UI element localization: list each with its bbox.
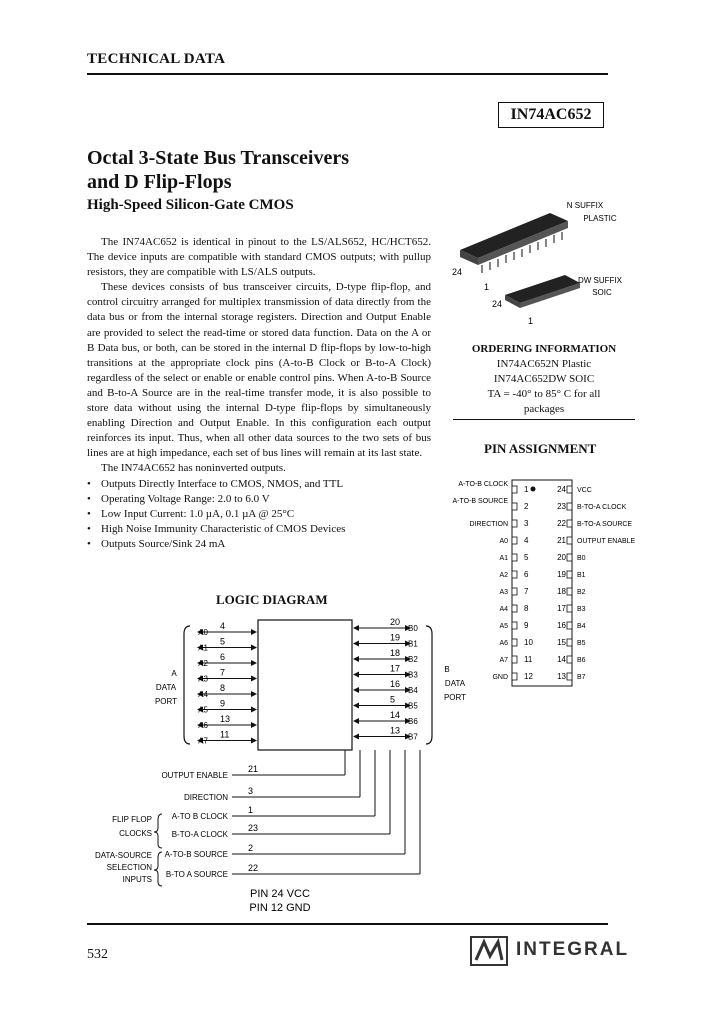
pin-label: B6 (577, 657, 586, 664)
b-bus-line (354, 710, 418, 726)
a-bus-line (198, 714, 256, 730)
pin-label: B-TO-A CLOCK (577, 504, 627, 511)
header-label: TECHNICAL DATA (87, 51, 226, 67)
pin-label: B3 (577, 606, 586, 613)
pin-box (567, 605, 572, 612)
control-pin-number: 22 (248, 863, 259, 873)
pin-box (512, 503, 517, 510)
pin-left-row (499, 536, 529, 545)
pin-box (567, 554, 572, 561)
source-group-label: DATA-SOURCE (94, 851, 152, 860)
control-label: A-TO B CLOCK (171, 812, 228, 821)
pin-number: 17 (557, 604, 566, 613)
ordering-heading: ORDERING INFORMATION (471, 343, 617, 355)
a-pin-number: 4 (220, 621, 226, 631)
a-pin-label: A6 (198, 721, 208, 730)
a-pin-label: A3 (198, 674, 208, 684)
pin-number: 19 (557, 570, 566, 579)
control-pin-number: 23 (248, 823, 259, 833)
pin-number: 10 (524, 638, 533, 647)
n-type-label: PLASTIC (583, 214, 617, 223)
pin-number: 14 (557, 655, 566, 664)
pin-right-row (557, 604, 586, 613)
pin-left-row (458, 481, 529, 494)
pin-label: B0 (577, 555, 586, 562)
b-pin-label: B6 (408, 717, 418, 726)
flipflop-brace (154, 814, 162, 848)
pin-label: A3 (499, 589, 508, 596)
feature-item: • Outputs Source/Sink 24 mA (101, 537, 431, 552)
pin-right-row (557, 570, 586, 579)
pin-assignment-diagram (440, 478, 640, 693)
pin-box (567, 673, 572, 680)
logic-block (258, 620, 352, 750)
pin-label: B7 (577, 674, 586, 681)
pin-label: A-TO-B CLOCK (458, 481, 508, 488)
pin-number: 12 (524, 672, 533, 681)
paragraph: The IN74AC652 has noninverted outputs. (101, 462, 286, 475)
ordering-rule (453, 419, 635, 420)
a-pin-number: 8 (220, 683, 226, 693)
ordering-information (453, 342, 635, 417)
pin-number: 16 (557, 621, 566, 630)
pin-assignment-title: PIN ASSIGNMENT (484, 441, 597, 456)
pin-number: 22 (557, 519, 566, 528)
pin-box (512, 605, 517, 612)
feature-item: • Low Input Current: 1.0 µA, 0.1 µA @ 25°C (101, 507, 431, 522)
pin-number: 21 (557, 536, 566, 545)
b-pin-number: 20 (390, 617, 401, 627)
pin-box (567, 537, 572, 544)
b-pin-number: 5 (390, 694, 396, 705)
feature-item: • High Noise Immunity Characteristic of CMOS Devices (101, 522, 431, 537)
b-pin-number: 19 (390, 632, 401, 643)
pin-label: B-TO-A SOURCE (577, 521, 633, 528)
pin-number: 8 (524, 604, 529, 613)
b-bus-line (354, 648, 418, 664)
a-bus-line (198, 637, 256, 653)
pin-right-row (557, 672, 586, 681)
footer-rule (87, 923, 608, 925)
pin-label: A0 (499, 538, 508, 545)
pin-number: 20 (557, 553, 566, 562)
ordering-line: packages (523, 403, 565, 415)
b-pin-number: 13 (390, 725, 401, 736)
pin-number: 6 (524, 570, 529, 579)
paragraph: These devices consists of bus transceiver circuits, D-type flip-flop, and control circuitry arranged for multiplex transmission of data directly from the data bus or from the internal storage registers. Direction and Output Enable are provided to select the read-time or stored data function. Data on the A or B Data bus, or both, can be stored in the internal D flip-flops by low-to-high transitions at the appropriate clock pins (A-to-B Clock or B-to-A Clock) regardless of the select or enable or enable control pins. When A-to-B Source and B-to-A Source are in the real-time transfer mode, it is also possible to store data without using the internal D-type flip-flops by simultaneously enabling Direction and Output Enable. In this configuration each output reinforces its input. Thus, when all other data sources to the two sets of bus lines are at high impedance, each set of bus lines will remain at its last state. (87, 281, 431, 460)
a-port-label: A (171, 669, 177, 678)
a-pin-label: A7 (198, 736, 208, 746)
pin-left-row (499, 570, 529, 579)
brand-name: INTEGRAL (516, 939, 630, 960)
b-pin-label: B4 (408, 686, 418, 695)
pin-box (567, 503, 572, 510)
page-number: 532 (87, 947, 108, 962)
pin-label: A2 (499, 572, 508, 579)
pin-box (567, 588, 572, 595)
pin-box (512, 622, 517, 629)
a-bus-line (198, 652, 256, 668)
n-suffix-label: N SUFFIX (566, 201, 604, 210)
dip-package-image (460, 213, 568, 273)
a-bus-line (198, 668, 256, 684)
pin-number: 18 (557, 587, 566, 596)
pin-box (567, 486, 572, 493)
a-pin-label: A4 (198, 690, 208, 699)
description (87, 235, 431, 552)
flipflop-group-label: FLIP FLOP (112, 815, 152, 824)
page-title (87, 146, 349, 194)
b-pin-label: B3 (408, 670, 418, 680)
a-port-label: PORT (154, 697, 178, 706)
pin-number: 3 (524, 519, 529, 528)
source-group-label: INPUTS (122, 875, 152, 884)
pin-left-row (499, 621, 529, 630)
pin-box (512, 537, 517, 544)
header-rule (87, 73, 608, 75)
b-bus-bracket (426, 626, 432, 744)
pin-left-row (499, 587, 529, 596)
pin-label: A5 (499, 623, 508, 630)
a-pin-label: A0 (198, 628, 208, 637)
b-port-label: PORT (443, 693, 467, 702)
title-line-2: and D Flip-Flops (87, 171, 232, 193)
pin-box (512, 520, 517, 527)
control-label: B-TO-A CLOCK (171, 830, 228, 839)
pin-left-row (453, 498, 530, 511)
a-pin-label: A5 (198, 705, 208, 715)
a-pin-number: 6 (220, 652, 226, 662)
ordering-line: IN74AC652DW SOIC (493, 373, 595, 385)
soic-package-image (505, 275, 580, 308)
flipflop-group-label: CLOCKS (119, 829, 152, 838)
b-pin-label: B5 (408, 701, 418, 711)
pin1-dot (531, 487, 536, 492)
package-illustration (440, 195, 640, 335)
b-pin-number: 16 (390, 679, 401, 689)
pin12-note: PIN 12 GND (249, 902, 311, 914)
logic-diagram (90, 612, 467, 922)
pin-number: 4 (524, 536, 529, 545)
soic-pin1-label: 1 (528, 316, 534, 326)
b-bus-line (354, 633, 418, 649)
b-bus-line (354, 695, 418, 711)
a-bus-line (198, 730, 256, 746)
pin-left-row (470, 519, 530, 528)
a-pin-number: 5 (220, 636, 226, 647)
pin-number: 15 (557, 638, 566, 647)
feature-item: • Operating Voltage Range: 2.0 to 6.0 V (101, 492, 431, 507)
pin-box (567, 571, 572, 578)
a-pin-number: 9 (220, 698, 226, 709)
integral-logo-icon (470, 936, 510, 966)
b-port-label: B (444, 665, 450, 674)
pin-number: 1 (524, 485, 529, 494)
pin-left-row (499, 604, 529, 613)
pin-label: A-TO-B SOURCE (452, 498, 508, 505)
pin-right-row (557, 638, 586, 647)
pin-box (512, 588, 517, 595)
pin-label: A4 (499, 606, 508, 613)
a-bus-line (198, 621, 256, 637)
pin-number: 7 (524, 587, 529, 596)
pin-label: GND (492, 674, 508, 681)
source-brace (154, 852, 162, 886)
soic-pin24-label: 24 (492, 299, 503, 309)
b-pin-label: B0 (408, 624, 418, 633)
dip-pin1-label: 1 (484, 282, 490, 292)
dw-suffix-label: DW SUFFIX (578, 276, 622, 285)
b-port-label: DATA (444, 679, 466, 688)
logic-diagram-title: LOGIC DIAGRAM (216, 592, 328, 607)
pin-number: 24 (557, 485, 566, 494)
pin-box (567, 656, 572, 663)
control-pin-number: 21 (248, 764, 259, 774)
b-bus-line (354, 679, 418, 695)
pin-box (512, 554, 517, 561)
b-pin-label: B2 (408, 655, 418, 664)
pin-right-row (557, 536, 635, 545)
b-bus-line (354, 726, 418, 742)
a-bus-line (198, 683, 256, 699)
paragraph: The IN74AC652 is identical in pinout to the LS/ALS652, HC/HCT652. The device inputs are compatible with standard CMOS outputs; with pullup resistors, they are compatible with LS/ALS outputs. (87, 236, 431, 279)
a-pin-number: 7 (220, 667, 226, 678)
b-pin-number: 18 (390, 648, 401, 658)
feature-list (87, 477, 431, 552)
control-line (165, 750, 405, 859)
pin-number: 23 (557, 502, 566, 511)
part-number-box: IN74AC652 (498, 102, 604, 128)
a-port-label: DATA (155, 683, 177, 692)
pin-right-row (557, 553, 586, 562)
feature-item: • Outputs Directly Interface to CMOS, NMOS, and TTL (101, 477, 431, 492)
pin-right-row (557, 587, 586, 596)
ordering-line: IN74AC652N Plastic (496, 358, 592, 370)
pin-left-row (499, 655, 532, 664)
pin-label: B2 (577, 589, 586, 596)
control-pin-number: 1 (248, 805, 254, 815)
pin-right-row (557, 655, 586, 664)
pin-box (512, 571, 517, 578)
a-pin-label: A2 (198, 659, 208, 668)
b-bus-line (354, 664, 418, 680)
pin-left-row (499, 553, 529, 562)
b-pin-label: B7 (408, 732, 418, 742)
dip-pin24-label: 24 (452, 267, 463, 277)
pin-box (567, 520, 572, 527)
pin-number: 13 (557, 672, 566, 681)
pin-label: B4 (577, 623, 586, 630)
b-pin-number: 14 (390, 710, 401, 720)
pin-label: A6 (499, 640, 508, 647)
pin-box (512, 673, 517, 680)
control-label: DIRECTION (184, 793, 228, 802)
source-group-label: SELECTION (106, 863, 152, 872)
b-pin-label: B1 (408, 639, 418, 649)
control-label: B-TO A SOURCE (165, 870, 228, 879)
pin-box (512, 656, 517, 663)
control-pin-number: 3 (248, 786, 254, 796)
pin-right-row (557, 502, 627, 511)
pin-label: B5 (577, 640, 586, 647)
pin-label: DIRECTION (469, 521, 508, 528)
pin-label: A1 (499, 555, 508, 562)
title-line-1: Octal 3-State Bus Transceivers (87, 147, 350, 169)
a-bus-line (198, 699, 256, 715)
pin-label: VCC (577, 487, 592, 494)
pin-number: 11 (524, 655, 533, 664)
pin-number: 5 (524, 553, 529, 562)
pin-box (512, 639, 517, 646)
b-pin-number: 17 (390, 663, 401, 674)
pin-label: A7 (499, 657, 508, 664)
page-subtitle: High-Speed Silicon-Gate CMOS (87, 197, 294, 213)
pin-right-row (557, 485, 592, 494)
ordering-line: TA = -40° to 85° C for all (487, 388, 601, 400)
pin-box (567, 622, 572, 629)
pin-label: OUTPUT ENABLE (577, 538, 636, 545)
control-label: A-TO-B SOURCE (164, 850, 228, 859)
pin-left-row (499, 638, 533, 647)
pin24-note: PIN 24 VCC (250, 888, 310, 900)
b-bus-line (354, 617, 418, 633)
pin-left-row (492, 672, 533, 681)
a-bus-bracket (184, 626, 190, 744)
pin-right-row (557, 621, 586, 630)
pin-box (567, 639, 572, 646)
a-pin-label: A1 (198, 643, 208, 653)
control-pin-number: 2 (248, 843, 254, 853)
pin-label: B1 (577, 572, 586, 579)
pin-box (512, 486, 517, 493)
pin-number: 2 (524, 502, 529, 511)
a-pin-number: 11 (220, 729, 230, 740)
control-line (161, 750, 345, 780)
pin-right-row (557, 519, 632, 528)
dw-type-label: SOIC (592, 288, 612, 297)
a-pin-number: 13 (220, 714, 231, 724)
control-label: OUTPUT ENABLE (161, 771, 228, 780)
pin-number: 9 (524, 621, 529, 630)
